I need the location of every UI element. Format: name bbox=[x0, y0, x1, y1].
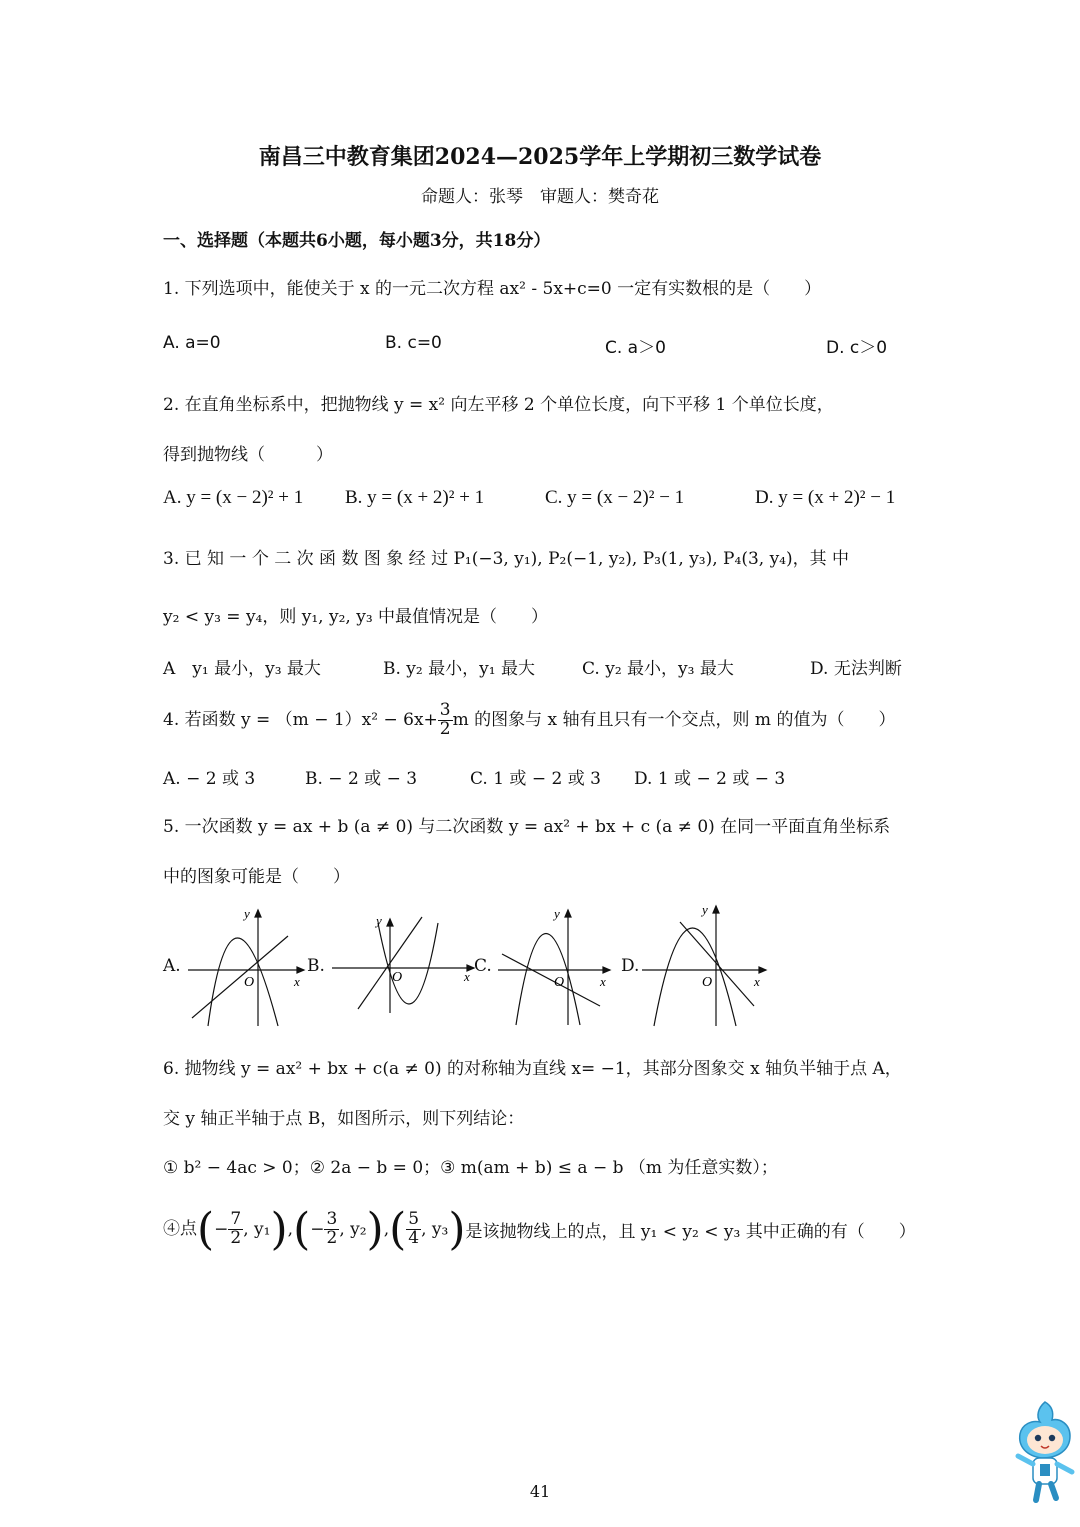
y-label: y bbox=[702, 902, 708, 917]
q4-stem bbox=[163, 702, 895, 739]
q1-stem: 1. 下列选项中，能使关于 x 的一元二次方程 ax² - 5x+c=0 一定有实数根的是（ ） bbox=[163, 279, 822, 299]
q5-graph-c bbox=[496, 902, 614, 1027]
q6-p3-den: 4 bbox=[408, 1228, 420, 1248]
q2-option-b: B. y = (x + 2)² + 1 bbox=[345, 487, 485, 508]
q1-option-d: D. c＞0 bbox=[826, 338, 888, 358]
q5-stem-line1: 5. 一次函数 y = ax + b (a ≠ 0) 与二次函数 y = ax² + bx + c (a ≠ 0) 在同一平面直角坐标系 bbox=[163, 817, 891, 837]
q3-option-a: A y₁ 最小，y₃ 最大 bbox=[163, 659, 321, 679]
q2-stem-line2: 得到抛物线（ ） bbox=[163, 445, 333, 465]
q6-p1-num: 7 bbox=[230, 1209, 242, 1230]
x-arrow bbox=[759, 967, 766, 973]
q5-graph-a bbox=[186, 900, 310, 1028]
q6-p3-num: 5 bbox=[408, 1209, 420, 1230]
q2-stem-line1: 2. 在直角坐标系中，把抛物线 y = x² 向左平移 2 个单位长度，向下平移 1 个单位长度， bbox=[163, 395, 834, 415]
y-label: y bbox=[554, 906, 560, 921]
q3-option-d: D. 无法判断 bbox=[810, 659, 902, 679]
y-arrow bbox=[255, 910, 261, 917]
x-label: x bbox=[600, 974, 606, 989]
q6-p3-y: , y₃ bbox=[421, 1219, 449, 1240]
q4-option-a: A. − 2 或 3 bbox=[163, 769, 256, 789]
q3-stem-line1: 3. 已 知 一 个 二 次 函 数 图 象 经 过 P₁(−3, y₁), P₂(−1, y₂), P₃(1, y₃), P₄(3, y₄)，其 中 bbox=[163, 549, 850, 569]
q6-stem-line4: ④点(− $\frac{7}{2}$ , y₁),(− $\frac{3}{2}$ , y₂),( $\frac{5}{4}$ , y₃)是该抛物线上的点，且 y₁ < y₂ < y₃ 其中正确的有（ ） bbox=[163, 1204, 916, 1255]
line bbox=[680, 922, 754, 1006]
y-label: y bbox=[244, 906, 250, 921]
q4-frac-den: 2 bbox=[439, 718, 451, 739]
q5-graph-d bbox=[640, 900, 770, 1028]
parabola bbox=[654, 928, 736, 1026]
q5-label-d: D. bbox=[621, 956, 640, 976]
q4-stem-before: 4. 若函数 y = （m − 1）x² − 6x+ bbox=[163, 709, 438, 730]
q4-option-b: B. − 2 或 − 3 bbox=[305, 769, 418, 789]
q6-p2-num: 3 bbox=[326, 1209, 338, 1230]
exam-title: 南昌三中教育集团2024—2025学年上学期初三数学试卷 bbox=[258, 144, 822, 170]
q6-l4-start: ④点 bbox=[163, 1219, 197, 1239]
q5-stem-line2: 中的图象可能是（ ） bbox=[163, 867, 350, 887]
q3-option-c: C. y₂ 最小，y₃ 最大 bbox=[582, 659, 734, 679]
q4-option-c: C. 1 或 − 2 或 3 bbox=[470, 769, 601, 789]
line bbox=[502, 954, 600, 1006]
q4-option-d: D. 1 或 − 2 或 − 3 bbox=[634, 769, 786, 789]
q6-p1-frac bbox=[228, 1211, 243, 1248]
x-arrow bbox=[297, 967, 304, 973]
q6-stem-line3: ① b² − 4ac > 0；② 2a − b = 0；③ m(am + b) ≤ a − b （m 为任意实数）； bbox=[163, 1158, 778, 1178]
q6-stem-line1: 6. 抛物线 y = ax² + bx + c(a ≠ 0) 的对称轴为直线 x= −1，其部分图象交 x 轴负半轴于点 A， bbox=[163, 1059, 902, 1079]
q6-p3-frac bbox=[406, 1211, 421, 1248]
q2-option-c: C. y = (x − 2)² − 1 bbox=[545, 487, 685, 508]
q5-label-b: B. bbox=[307, 956, 325, 976]
y-arrow bbox=[565, 910, 571, 917]
x-label: x bbox=[464, 969, 470, 984]
q6-p2-frac bbox=[324, 1211, 339, 1248]
q6-stem-line2: 交 y 轴正半轴于点 B，如图所示，则下列结论： bbox=[163, 1109, 525, 1129]
q4-fraction bbox=[438, 702, 453, 739]
q6-p2-y: , y₂ bbox=[339, 1219, 367, 1240]
q2-option-d: D. y = (x + 2)² − 1 bbox=[755, 487, 896, 508]
q5-graph-b bbox=[330, 905, 478, 1015]
origin-label: O bbox=[702, 975, 713, 990]
q6-p2-den: 2 bbox=[326, 1228, 338, 1248]
q6-p1-y: , y₁ bbox=[243, 1219, 271, 1240]
x-label: x bbox=[294, 974, 300, 989]
q5-label-c: C. bbox=[474, 956, 492, 976]
q1-option-b: B. c=0 bbox=[385, 333, 442, 353]
origin-label: O bbox=[244, 975, 255, 990]
q3-option-b: B. y₂ 最小，y₁ 最大 bbox=[383, 659, 535, 679]
x-arrow bbox=[603, 967, 610, 973]
y-label: y bbox=[376, 913, 382, 928]
q6-p1-den: 2 bbox=[230, 1228, 242, 1248]
q6-l4-end: 是该抛物线上的点，且 y₁ < y₂ < y₃ 其中正确的有（ ） bbox=[465, 1222, 916, 1242]
section-heading: 一、选择题（本题共6小题，每小题3分，共18分） bbox=[163, 231, 551, 251]
y-arrow bbox=[387, 919, 393, 926]
line bbox=[192, 936, 288, 1018]
q4-stem-after: m 的图象与 x 轴有且只有一个交点，则 m 的值为（ ） bbox=[452, 709, 896, 730]
origin-label: O bbox=[392, 970, 403, 985]
y-arrow bbox=[713, 906, 719, 913]
x-label: x bbox=[754, 974, 760, 989]
q1-option-c: C. a＞0 bbox=[605, 338, 666, 358]
exam-authors: 命题人：张琴 审题人：樊奇花 bbox=[421, 187, 659, 207]
parabola bbox=[516, 934, 580, 1026]
q1-option-a: A. a=0 bbox=[163, 333, 221, 353]
q4-frac-num: 3 bbox=[439, 700, 451, 720]
origin-label: O bbox=[554, 975, 565, 990]
q5-label-a: A. bbox=[163, 956, 181, 976]
parabola bbox=[208, 938, 278, 1026]
page-number: 41 bbox=[529, 1482, 551, 1501]
q2-option-a: A. y = (x − 2)² + 1 bbox=[163, 487, 304, 508]
q3-stem-line2: y₂ < y₃ = y₄，则 y₁, y₂, y₃ 中最值情况是（ ） bbox=[163, 607, 549, 627]
parabola bbox=[378, 923, 438, 1004]
